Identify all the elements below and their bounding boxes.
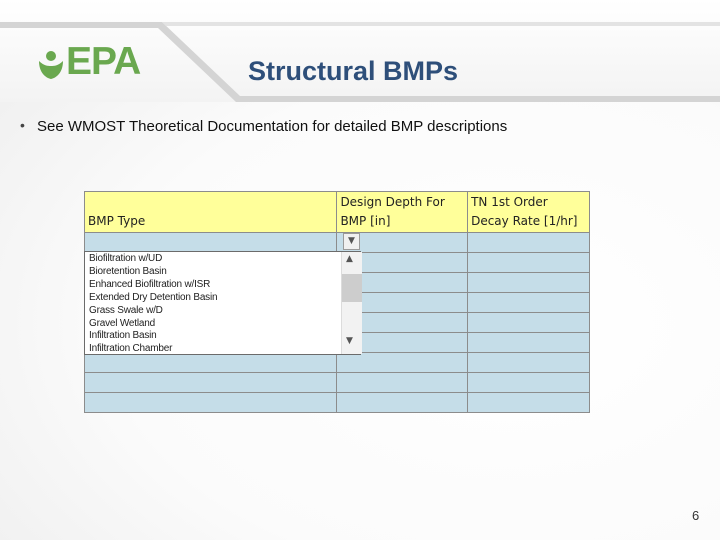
dropdown-item[interactable]: Enhanced Biofiltration w/ISR	[89, 278, 211, 290]
header-design-depth-line2: BMP [in]	[340, 214, 391, 228]
slide-header	[0, 0, 720, 102]
epa-flower-icon	[36, 48, 66, 84]
bmp-type-dropdown-list[interactable]	[84, 251, 361, 355]
dropdown-item[interactable]: Extended Dry Detention Basin	[89, 291, 218, 303]
scrollbar-thumb[interactable]	[342, 274, 362, 302]
table-cell[interactable]	[85, 373, 337, 393]
bullet-icon: •	[20, 117, 25, 133]
table-cell[interactable]	[468, 313, 590, 333]
table-row	[85, 233, 590, 253]
table-cell[interactable]	[468, 333, 590, 353]
page-number: 6	[692, 508, 700, 523]
dropdown-arrow-button[interactable]: ▼	[343, 233, 360, 250]
table-cell[interactable]	[85, 233, 337, 253]
epa-logo-text: EPA	[66, 40, 141, 83]
scroll-down-icon[interactable]: ▼	[346, 336, 353, 346]
dropdown-item[interactable]: Infiltration Chamber	[89, 343, 173, 355]
header-row	[85, 192, 590, 233]
header-bmp-type	[85, 192, 337, 233]
spreadsheet	[84, 191, 590, 412]
dropdown-item[interactable]: Biofiltration w/UD	[89, 253, 163, 264]
slide-title: Structural BMPs	[248, 56, 459, 86]
header-tn-decay-line1: TN 1st Order	[471, 195, 548, 209]
scroll-up-icon[interactable]: ▲	[346, 254, 353, 264]
dropdown-items	[89, 253, 217, 356]
table-cell[interactable]	[468, 393, 590, 413]
table-cell[interactable]	[468, 353, 590, 373]
header-design-depth	[337, 192, 468, 233]
table-cell[interactable]	[337, 393, 468, 413]
table-cell[interactable]	[337, 353, 468, 373]
dropdown-item[interactable]: Infiltration Basin	[89, 330, 157, 342]
dropdown-item[interactable]: Grass Swale w/D	[89, 304, 163, 316]
table-cell[interactable]	[468, 233, 590, 253]
header-tn-decay	[468, 192, 590, 233]
table-cell[interactable]	[337, 373, 468, 393]
header-tn-decay-line2: Decay Rate [1/hr]	[471, 214, 578, 228]
table-row	[85, 373, 590, 393]
table-cell[interactable]	[468, 373, 590, 393]
header-bmp-type-line2: BMP Type	[88, 214, 146, 228]
dropdown-scrollbar[interactable]	[341, 252, 362, 354]
header-bmp-type-line1	[88, 193, 333, 212]
header-design-depth-line1: Design Depth For	[340, 195, 445, 209]
table-cell[interactable]	[468, 273, 590, 293]
dropdown-item[interactable]: Gravel Wetland	[89, 317, 155, 329]
table-cell[interactable]	[468, 293, 590, 313]
table-row	[85, 393, 590, 413]
dropdown-item[interactable]: Bioretention Basin	[89, 265, 167, 277]
table-cell[interactable]	[85, 393, 337, 413]
table-cell[interactable]	[468, 253, 590, 273]
bullet-text: See WMOST Theoretical Documentation for detailed BMP descriptions	[37, 118, 508, 135]
